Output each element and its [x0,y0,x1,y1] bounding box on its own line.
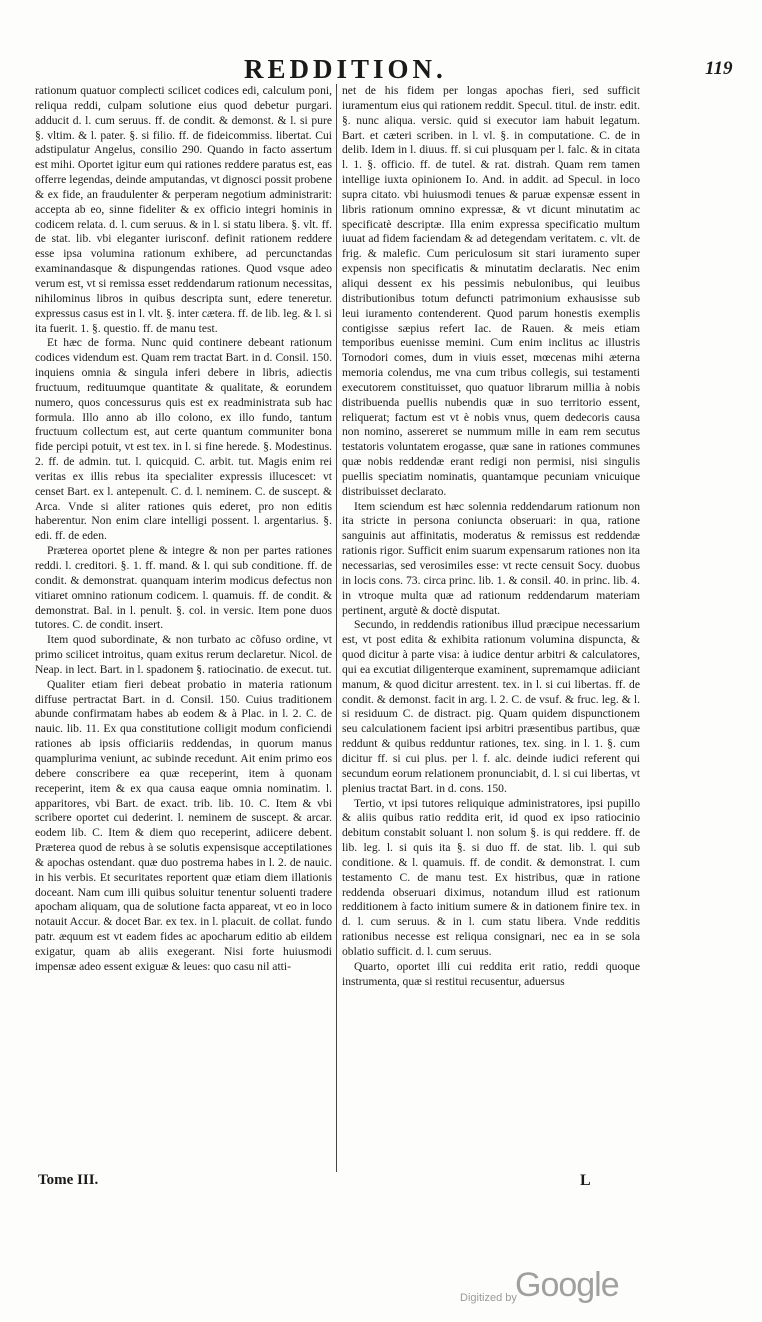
right-column [342,84,640,1174]
paragraph: Secundo, in reddendis rationibus illud præcipue necessarium est, vt post edita & exhibita rationum volumina dispuncta, & quod dicitur à parte visa: à iudice dentur arbitri & calculatores, qui ea excutiat diligenterque examinent, supremamque adiiciant manum, & quod dicitur arrestent. tex. in l. si cui libertas. ff. de condit. & demonst. facit in arg. l. 2. C. de vsuf. & fruc. leg. & l. si residuum C. de distract. pig. Quam quidem dispunctionem seu calculationem facient ipsi arbitri præsentibus partibus, quæ reddunt & quibus redduntur rationes, tex. sing. in l. 1. §. cum dicitur ff. si cui plus. per l. f. alc. deinde iudici referent qui secundum eorum relationem pronunciabit, d. l. si cui libertas, vt plenius tractat Bart. in d. cons. 150. [342,618,640,795]
paragraph: Qualiter etiam fieri debeat probatio in materia rationum diffuse pertractat Bart. in d. Consil. 150. Cuius traditionem abunde confirmatam habes ab eodem & à Plac. in l. 2. C. de nauic. lib. 11. Ex qua constitutione colligit modum conficiendi rationes ab ipsis officiariis reddendas, in quorum manus quamplurima veniunt, ac subinde recedunt. Ait enim primo eos debere conscribere ea quæ receperint, item à quonam receperint, item & ex qua causa eaque omnia nominatim. l. apparitores, vbi Bart. de exact. trib. lib. 10. C. Item & vbi scribere oportet cui dederint. l. neminem de suscept. & arcar. eodem lib. C. Item & diem quo receperint, adiicere debent. Præterea quod de rebus à se solutis expensisque acceptilationes & apochas ostendant. quæ duo postrema habes in l. 2. de nauic. in his verbis. Et securitates reportent quæ etiam diem illationis doceant. Nam cum illi quibus soluitur tenentur soluenti tradere apocham aliquam, qua de solutione facta appareat, vt eo in loco notauit Accur. & docet Bar. ex tex. in l. placuit. de collat. fundo patr. æquum est vt eadem fides ac apocharum editio ab eildem exigatur, quam ab aliis exegerant. Nisi forte huiusmodi impensæ adeo essent exiguæ & leues: quo casu nil atti- [35,677,332,973]
running-head: REDDITION. [244,54,447,84]
column-divider [336,84,337,1172]
google-watermark [460,1268,630,1308]
paragraph: Et hæc de forma. Nunc quid continere debeant rationum codices videndum est. Quam rem tractat Bart. in d. Consil. 150. inquiens omnia & singula inferi debere in libris, adiectis fructuum, redituumque quantitate & qualitate, & eorundem numero, quos concessurus quis est ex readministrata sub hac formula. Illo anno ab illo colono, ex illo fundo, tantum fructuum collectum est, aut certe quantum communiter bona fide percipi potuit, vt est tex. in l. si fine herede. §. Modestinus. 2. ff. de admin. tut. l. quicquid. C. arbit. tut. Magis enim rei veritas ex illis rebus ita specialiter expressis illucescet: vt censet Bart. ex l. antepenult. C. d. l. neminem. C. de suscept. & Arca. Vnde si aliter rationes quis ederet, pro non editis haberentur. Non enim clare intelligi possent. l. argentarius. §. edi. ff. de eden. [35,336,332,543]
google-logo: Google [515,1266,619,1304]
paragraph: Tertio, vt ipsi tutores reliquique administratores, ipsi pupillo & aliis quibus ratio reddita erit, id quod ex ipso ratiocinio debitum constabit soluant l. non solum §. is qui reddere. ff. de lib. leg. l. si quis ita §. si duo ff. de stat. lib. l. qui sub conditione. & l. quamuis. ff. de condit. & demonstrat. l. cum testamento C. de manu test. Ex histribus, quæ in ratione reddenda obseruari diximus, notandum illud est rationum redditionem à facto initium sumere & in dationem finire tex. in d. l. cum seruus. & in l. cum statu libera. Vnde redditis rationibus necesse est reliqua consignari, nec ea in se sola oblatio sufficit. d. l. cum seruus. [342,796,640,958]
watermark-caption: Digitized by [460,1292,517,1304]
paragraph: Præterea oportet plene & integre & non per partes rationes reddi. l. creditori. §. 1. ff. mand. & l. qui sub conditione. ff. de condit. & demonstrat. quanquam interim modicus defectus non vitiaret omnino rationum codicem. l. quamuis. ff. de condit. & demonstrat. Bal. in l. penult. §. col. in versic. Item pone duos tutores. C. de condit. insert. [35,544,332,632]
paragraph: net de his fidem per longas apochas fieri, sed sufficit iuramentum eius qui rationem reddit. Specul. titul. de instr. edit. §. nunc aliqua. versic. quid si executor iam habuit legatum. Bart. et cæteri scriben. in l. vl. §. in computatione. C. de in delib. Idem in l. diuus. ff. si cui plusquam per l. falc. & in citata l. 1. §. officio. ff. de tutel. & rat. distrah. Quam rem tamen intellige iuxta opinionem Io. And. in addit. ad Specul. in loco supra citato. vbi huiusmodi tenues & paruæ expensæ essent in libris rationum omnino expressæ, & vt dicunt minutatim ac specificatè descriptæ. Illa enim expressa specificatio multum iuuat ad fidem faciendam & ad detegendam veritatem. c. vlt. de frig. & malefic. Cum periculosum sit stari iuramento super expensis non specificatis & minutatim declaratis. Nec enim aliqui dessent ex his pessimis nebulonibus, qui leuibus distributionibus totum defuncti patrimonium exhausisse sub leui iuramento contenderent. Quod parum honestis exemplis contigisse sæpius refert Iac. de Rauen. & meis etiam temporibus euenisse memini. Cum enim inclitus ac illustris Tornodori comes, dum in viuis esset, mœcenas mihi æterna memoria colendus, me vna cum tribus collegis, sui testamenti executorem constituisset, quo quatuor librarum millia à nobis distribuenda puellis nubendis quæ in suo territorio essent, reliquerat; factum est vt è nobis vnus, quem dedecoris causa non nomino, assereret se nummum mille in eam rem secutus testatoris voluntatem erogasse, quæ sane in rationes communes quæ nobis reddendæ erant redigi non permisi, nisi singulis puellis speciatim nominatis, quantamque pecuniam vnicuique distribuisset declarato. [342,84,640,498]
paragraph: Item sciendum est hæc solennia reddendarum rationum non ita stricte in persona coniuncta obseruari: in qua, ratione sanguinis aut affinitatis, moderatus & remissus est reddendæ rationis rigor. Sufficit enim suarum expensarum rationes non ita necessarias, sed verosimiles esse: vt recte censuit Socy. duobus in locis cons. 73. circa princ. lib. 1. & consil. 40. in princ. lib. 4. in vtroque multa quæ ad rationum reddendarum materiam pertinent, argutè & doctè disputat. [342,499,640,617]
page-number: 119 [705,58,733,79]
volume-label: Tome III. [38,1172,99,1188]
left-column [35,84,332,1174]
signature-mark: L [580,1172,591,1189]
paragraph: Quarto, oportet illi cui reddita erit ratio, reddi quoque instrumenta, quæ si restitui recusentur, aduersus [342,959,640,988]
paragraph: Item quod subordinate, & non turbato ac cõfuso ordine, vt primo scilicet introitus, quam exitus rerum declaretur. Nicol. de Neap. in lect. Bart. in l. spadonem §. ratiocinatio. de execut. tut. [35,633,332,676]
paragraph: rationum quatuor complecti scilicet codices edi, calculum poni, reliqua reddi, culpam solutione eius quod debetur purgari. adducit d. l. cum seruus. ff. de condit. & demonst. & l. si pure §. vltim. & l. pater. §. si filio. ff. de fideicommiss. libertat. Cui adstipulatur Angelus, consilio 290. Quando in facto assertum est mihi. Oportet igitur eum qui rationes reddere paratus est, eas offerre legendas, deinde amputandas, vt dignosci possit probene & ex fide, an fraudulenter & perperam negotium administrarit: accepta ab eo, sinne fideliter & ex officio integri hominis in codicem relata. d. l. cum seruus. & in l. si statu libera. §. vlt. ff. de stat. lib. vbi eleganter iurisconf. definit rationem reddere esse ipsa volumina rationum exhibere, ad percunctandas examinandasque & dispungendas rationes. Quod vsque adeo verum est, vt si remissa esset reddendarum rationum necessitas, nihilominus libros in quibus descripta sunt, edere teneretur. expressus casus est in l. vlt. §. inter cætera. ff. de lib. leg. & l. si ita fuerit. 1. §. questio. ff. de manu test. [35,84,332,335]
